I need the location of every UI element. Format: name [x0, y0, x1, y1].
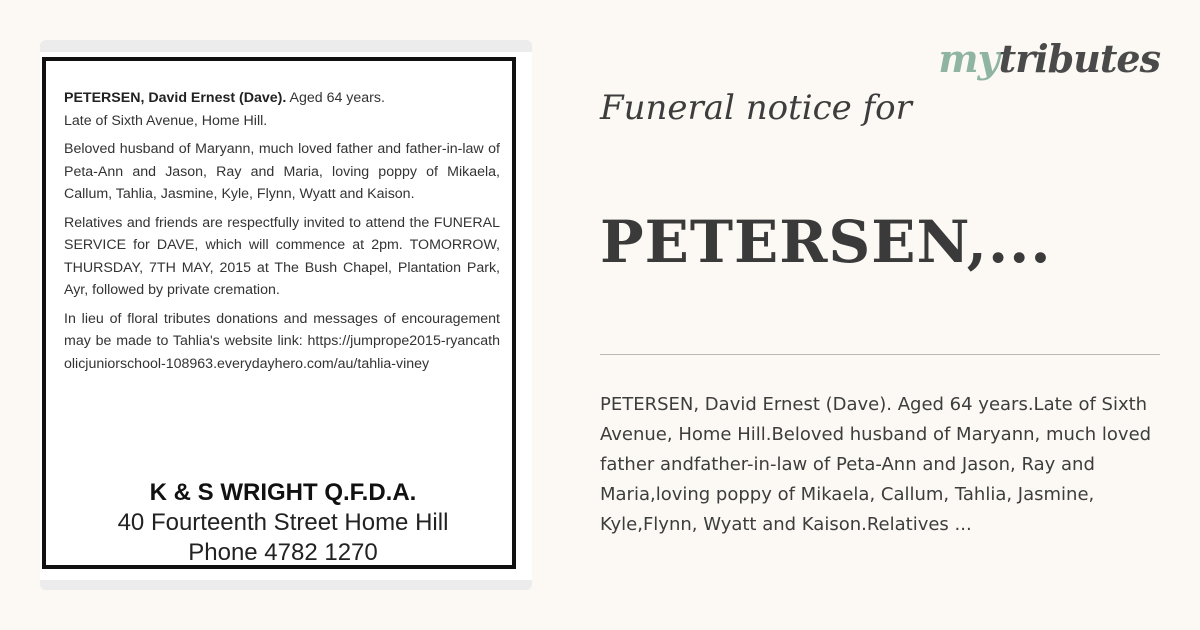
notice-age: Aged 64 years.	[286, 90, 385, 106]
notice-donations	[64, 308, 500, 376]
notice-frame	[42, 57, 516, 569]
notice-image	[40, 40, 532, 590]
notice-donations-text: In lieu of floral tributes donations and messages of encouragement may be made to Tahlia's website link:	[64, 310, 500, 349]
notice-summary: PETERSEN, David Ernest (Dave). Aged 64 years.Late of Sixth Avenue, Home Hill.Beloved husband of Maryann, much loved father andfather-in-law of Peta-Ann and Jason, Ray and Maria,loving poppy of Mikaela, Callum, Tahlia, Jasmine, Kyle,Flynn, Wyatt and Kaison.Relatives ...	[600, 394, 1152, 535]
logo-my: my	[938, 36, 999, 81]
notice-paper	[40, 52, 532, 580]
mytributes-logo[interactable]	[938, 36, 1160, 81]
director-address: 40 Fourteenth Street Home Hill	[117, 509, 449, 536]
notice-service: Relatives and friends are respectfully invited to attend the FUNERAL SERVICE for DAVE, which will commence at 2pm. TOMORROW, THURSDAY, 7TH MAY, 2015 at The Bush Chapel, Plantation Park, Ayr, followed by private cremation.	[64, 214, 500, 298]
notice-family: Beloved husband of Maryann, much loved father and father-in-law of Peta-Ann and Jason, Ray and Maria, loving poppy of Mikaela, Callum, Tahlia, Jasmine, Kyle, Flynn, Wyatt and Kaison.	[64, 141, 500, 202]
page-heading: Funeral notice for	[600, 88, 912, 128]
logo-tributes: tributes	[998, 36, 1160, 81]
notice-url: https://jumprope2015-ryancatholicjuniorschool-108963.everydayhero.com/au/tahlia-viney	[64, 333, 500, 372]
notice-intro	[64, 87, 500, 132]
funeral-director	[46, 478, 520, 568]
notice-name: PETERSEN, David Ernest (Dave).	[64, 90, 287, 106]
director-name: K & S WRIGHT Q.F.D.A.	[149, 479, 417, 506]
divider	[600, 354, 1160, 355]
notice-late-of: Late of Sixth Avenue, Home Hill.	[64, 112, 268, 129]
notice-body	[64, 87, 500, 381]
deceased-name: PETERSEN,...	[600, 208, 1052, 276]
director-phone: Phone 4782 1270	[188, 539, 378, 566]
